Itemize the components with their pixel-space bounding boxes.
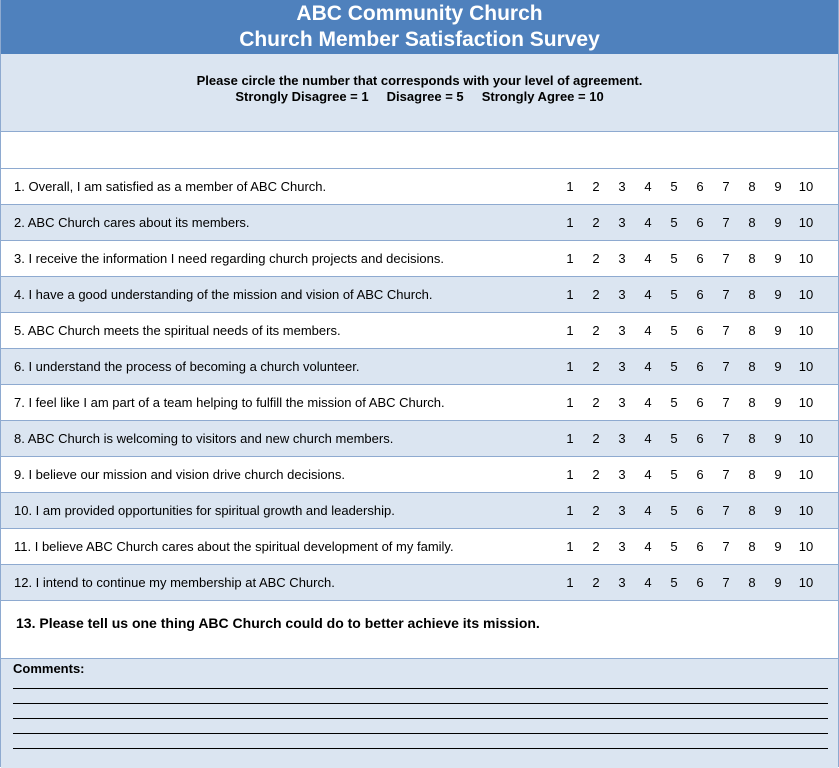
rating-option[interactable]: 4: [644, 215, 652, 230]
rating-option[interactable]: 4: [644, 179, 652, 194]
rating-option[interactable]: 5: [670, 467, 678, 482]
rating-option[interactable]: 6: [696, 359, 704, 374]
rating-option[interactable]: 7: [722, 179, 730, 194]
question-text: 10. I am provided opportunities for spiritual growth and leadership.: [14, 503, 395, 518]
rating-option[interactable]: 4: [644, 431, 652, 446]
rating-option[interactable]: 5: [670, 503, 678, 518]
rating-option[interactable]: 4: [644, 467, 652, 482]
rating-option[interactable]: 10: [798, 359, 814, 374]
rating-option[interactable]: 5: [670, 575, 678, 590]
rating-option[interactable]: 3: [618, 431, 626, 446]
rating-option[interactable]: 9: [774, 179, 782, 194]
rating-option[interactable]: 10: [798, 503, 814, 518]
rating-scale: [557, 251, 821, 266]
rating-option[interactable]: 10: [798, 467, 814, 482]
rating-option[interactable]: 5: [670, 251, 678, 266]
rating-scale: [557, 431, 821, 446]
comment-line[interactable]: [13, 748, 828, 749]
rating-option[interactable]: 10: [798, 323, 814, 338]
question-row: [1, 205, 838, 241]
question-row: [1, 493, 838, 529]
question-text: 3. I receive the information I need regarding church projects and decisions.: [14, 251, 444, 266]
rating-option[interactable]: 8: [748, 575, 756, 590]
question-row: [1, 277, 838, 313]
question-text: 1. Overall, I am satisfied as a member of ABC Church.: [14, 179, 327, 194]
rating-option[interactable]: 1: [566, 539, 574, 554]
rating-option[interactable]: 3: [618, 287, 626, 302]
rating-option[interactable]: 10: [798, 287, 814, 302]
rating-option[interactable]: 1: [566, 287, 574, 302]
rating-option[interactable]: 6: [696, 395, 704, 410]
question-text: 4. I have a good understanding of the mission and vision of ABC Church.: [14, 287, 433, 302]
rating-option[interactable]: 8: [748, 503, 756, 518]
rating-option[interactable]: 1: [566, 359, 574, 374]
rating-option[interactable]: 6: [696, 431, 704, 446]
rating-option[interactable]: 4: [644, 503, 652, 518]
rating-option[interactable]: 8: [748, 539, 756, 554]
rating-option[interactable]: 6: [696, 467, 704, 482]
rating-option[interactable]: 3: [618, 251, 626, 266]
rating-scale: [557, 179, 821, 194]
rating-option[interactable]: 3: [618, 215, 626, 230]
rating-option[interactable]: 1: [566, 251, 574, 266]
rating-option[interactable]: 1: [566, 575, 574, 590]
question-row: [1, 169, 838, 205]
rating-option[interactable]: 7: [722, 467, 730, 482]
rating-option[interactable]: 4: [644, 251, 652, 266]
rating-scale: [557, 467, 821, 482]
rating-option[interactable]: 2: [592, 323, 600, 338]
rating-option[interactable]: 1: [566, 467, 574, 482]
rating-option[interactable]: 3: [618, 575, 626, 590]
rating-option[interactable]: 5: [670, 359, 678, 374]
rating-option[interactable]: 5: [670, 395, 678, 410]
rating-option[interactable]: 10: [798, 575, 814, 590]
rating-scale: [557, 359, 821, 374]
rating-option[interactable]: 6: [696, 575, 704, 590]
rating-option[interactable]: 2: [592, 503, 600, 518]
open-question: 13. Please tell us one thing ABC Church could do to better achieve its mission.: [1, 601, 838, 659]
rating-scale: [557, 503, 821, 518]
question-text: 8. ABC Church is welcoming to visitors and new church members.: [14, 431, 394, 446]
rating-option[interactable]: 4: [644, 575, 652, 590]
rating-option[interactable]: 9: [774, 395, 782, 410]
comment-line[interactable]: [13, 688, 828, 689]
rating-option[interactable]: 8: [748, 323, 756, 338]
rating-option[interactable]: 9: [774, 467, 782, 482]
rating-option[interactable]: 4: [644, 287, 652, 302]
rating-option[interactable]: 8: [748, 287, 756, 302]
question-row: [1, 313, 838, 349]
rating-option[interactable]: 7: [722, 395, 730, 410]
question-row: [1, 457, 838, 493]
rating-option[interactable]: 2: [592, 539, 600, 554]
instructions: [1, 54, 838, 132]
rating-option[interactable]: 2: [592, 287, 600, 302]
question-text: 12. I intend to continue my membership at ABC Church.: [14, 575, 335, 590]
rating-option[interactable]: 3: [618, 323, 626, 338]
rating-scale: [557, 215, 821, 230]
rating-option[interactable]: 4: [644, 323, 652, 338]
question-row: [1, 385, 838, 421]
rating-option[interactable]: 1: [566, 323, 574, 338]
rating-option[interactable]: 9: [774, 539, 782, 554]
rating-option[interactable]: 5: [670, 431, 678, 446]
rating-option[interactable]: 7: [722, 503, 730, 518]
rating-option[interactable]: 7: [722, 575, 730, 590]
question-text: 2. ABC Church cares about its members.: [14, 215, 250, 230]
rating-option[interactable]: 10: [798, 179, 814, 194]
blank-row: [1, 132, 838, 169]
rating-option[interactable]: 5: [670, 215, 678, 230]
rating-scale: [557, 395, 821, 410]
rating-option[interactable]: 6: [696, 287, 704, 302]
scale-legend: Strongly Disagree = 1 Disagree = 5 Strongly Agree = 10: [235, 89, 604, 104]
rating-option[interactable]: 2: [592, 251, 600, 266]
rating-option[interactable]: 10: [798, 251, 814, 266]
rating-option[interactable]: 4: [644, 395, 652, 410]
survey-header: [1, 0, 838, 54]
rating-option[interactable]: 10: [798, 539, 814, 554]
rating-option[interactable]: 1: [566, 215, 574, 230]
rating-option[interactable]: 3: [618, 539, 626, 554]
rating-option[interactable]: 1: [566, 179, 574, 194]
rating-option[interactable]: 10: [798, 395, 814, 410]
rating-option[interactable]: 3: [618, 359, 626, 374]
rating-option[interactable]: 4: [644, 539, 652, 554]
rating-option[interactable]: 7: [722, 323, 730, 338]
rating-option[interactable]: 3: [618, 179, 626, 194]
question-row: [1, 529, 838, 565]
question-text: 6. I understand the process of becoming a church volunteer.: [14, 359, 360, 374]
rating-option[interactable]: 4: [644, 359, 652, 374]
rating-option[interactable]: 8: [748, 467, 756, 482]
question-text: 11. I believe ABC Church cares about the spiritual development of my family.: [14, 539, 454, 554]
comments-area[interactable]: [1, 659, 838, 768]
rating-option[interactable]: 2: [592, 467, 600, 482]
rating-option[interactable]: 8: [748, 215, 756, 230]
rating-option[interactable]: 7: [722, 215, 730, 230]
question-row: [1, 421, 838, 457]
rating-scale: [557, 539, 821, 554]
rating-option[interactable]: 10: [798, 431, 814, 446]
rating-option[interactable]: 8: [748, 179, 756, 194]
rating-option[interactable]: 2: [592, 215, 600, 230]
comments-label: Comments:: [13, 661, 85, 676]
rating-option[interactable]: 6: [696, 503, 704, 518]
rating-option[interactable]: 3: [618, 395, 626, 410]
question-row: [1, 241, 838, 277]
rating-option[interactable]: 9: [774, 323, 782, 338]
rating-option[interactable]: 6: [696, 539, 704, 554]
question-row: [1, 565, 838, 601]
rating-option[interactable]: 9: [774, 431, 782, 446]
rating-option[interactable]: 2: [592, 395, 600, 410]
rating-option[interactable]: 1: [566, 503, 574, 518]
rating-option[interactable]: 1: [566, 431, 574, 446]
instructions-line: Please circle the number that corresponds with your level of agreement.: [196, 73, 643, 88]
rating-option[interactable]: 9: [774, 287, 782, 302]
question-text: 9. I believe our mission and vision drive church decisions.: [14, 467, 345, 482]
rating-option[interactable]: 3: [618, 467, 626, 482]
rating-option[interactable]: 8: [748, 251, 756, 266]
rating-scale: [557, 323, 821, 338]
question-row: [1, 349, 838, 385]
rating-option[interactable]: 9: [774, 503, 782, 518]
rating-option[interactable]: 8: [748, 395, 756, 410]
rating-option[interactable]: 9: [774, 575, 782, 590]
rating-option[interactable]: 7: [722, 431, 730, 446]
rating-option[interactable]: 7: [722, 539, 730, 554]
rating-option[interactable]: 7: [722, 287, 730, 302]
rating-option[interactable]: 5: [670, 539, 678, 554]
question-text: 5. ABC Church meets the spiritual needs of its members.: [14, 323, 341, 338]
rating-option[interactable]: 7: [722, 251, 730, 266]
rating-option[interactable]: 2: [592, 575, 600, 590]
rating-option[interactable]: 9: [774, 359, 782, 374]
rating-option[interactable]: 6: [696, 323, 704, 338]
rating-option[interactable]: 9: [774, 251, 782, 266]
question-list: [1, 169, 838, 601]
rating-option[interactable]: 7: [722, 359, 730, 374]
rating-option[interactable]: 10: [798, 215, 814, 230]
comment-line[interactable]: [13, 733, 828, 734]
rating-option[interactable]: 6: [696, 179, 704, 194]
rating-option[interactable]: 5: [670, 323, 678, 338]
rating-option[interactable]: 5: [670, 179, 678, 194]
question-text: 7. I feel like I am part of a team helping to fulfill the mission of ABC Church.: [14, 395, 445, 410]
rating-option[interactable]: 9: [774, 215, 782, 230]
survey-title: Church Member Satisfaction Survey: [239, 28, 600, 51]
rating-option[interactable]: 5: [670, 287, 678, 302]
rating-option[interactable]: 6: [696, 215, 704, 230]
rating-option[interactable]: 3: [618, 503, 626, 518]
comment-line[interactable]: [13, 703, 828, 704]
rating-option[interactable]: 2: [592, 179, 600, 194]
rating-scale: [557, 287, 821, 302]
rating-option[interactable]: 6: [696, 251, 704, 266]
rating-option[interactable]: 2: [592, 431, 600, 446]
rating-option[interactable]: 1: [566, 395, 574, 410]
rating-option[interactable]: 8: [748, 359, 756, 374]
rating-option[interactable]: 2: [592, 359, 600, 374]
comment-line[interactable]: [13, 718, 828, 719]
rating-option[interactable]: 8: [748, 431, 756, 446]
rating-scale: [557, 575, 821, 590]
church-name: ABC Community Church: [296, 2, 543, 25]
